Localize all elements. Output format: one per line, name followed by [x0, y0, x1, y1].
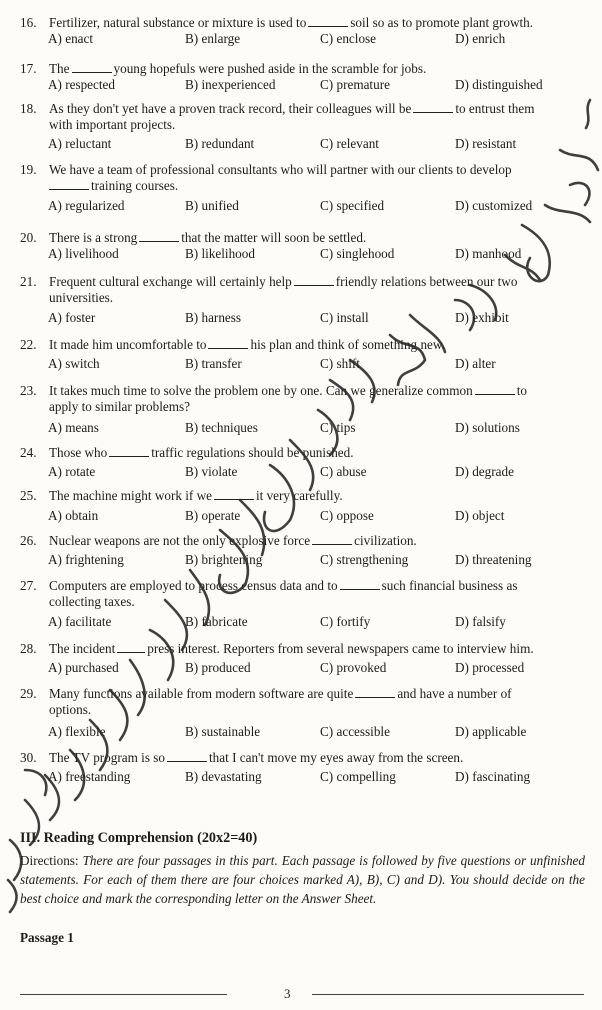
- options-row: [20, 724, 590, 741]
- question-25: [20, 488, 590, 525]
- question-number: 18.: [20, 101, 37, 116]
- question-number: 16.: [20, 15, 37, 30]
- question-stem-pre: As they don't yet have a proven track record, their colleagues will be: [49, 101, 412, 116]
- question-stem-pre: It takes much time to solve the problem one by one. Can we generalize common: [49, 383, 473, 398]
- question-29: [20, 686, 590, 741]
- question-stem-pre: The machine might work if we: [49, 488, 212, 503]
- question-21: [20, 274, 590, 327]
- question-stem-post: press interest. Reporters from several newspapers came to interview him.: [147, 641, 534, 656]
- option-d: D) solutions: [455, 420, 520, 435]
- options-row: [20, 356, 590, 373]
- option-b: B) inexperienced: [185, 77, 276, 92]
- question-stem-post: friendly relations between our two: [335, 274, 518, 289]
- answer-blank: [312, 534, 352, 545]
- options-row: [20, 420, 590, 437]
- question-stem-post: traffic regulations should be punished.: [151, 445, 354, 460]
- question-18: [20, 101, 590, 153]
- option-d: D) object: [455, 508, 505, 523]
- question-20: [20, 230, 590, 263]
- answer-blank: [355, 687, 395, 698]
- option-c: C) compelling: [320, 769, 396, 784]
- question-stem-pre: There is a strong: [49, 230, 138, 245]
- option-a: A) reluctant: [48, 136, 112, 151]
- option-b: B) enlarge: [185, 31, 241, 46]
- options-row: [20, 614, 590, 631]
- question-number: 19.: [20, 162, 37, 177]
- option-c: C) relevant: [320, 136, 379, 151]
- question-17: [20, 61, 590, 94]
- question-27: [20, 578, 590, 631]
- question-stem-continuation: with important projects.: [49, 117, 176, 132]
- question-stem-post: that the matter will soon be settled.: [181, 230, 367, 245]
- question-stem-post: his plan and think of something new.: [250, 337, 445, 352]
- options-row: [20, 552, 590, 569]
- option-a: A) livelihood: [48, 246, 119, 261]
- question-26: [20, 533, 590, 569]
- section-title: III. Reading Comprehension (20x2=40): [20, 830, 258, 846]
- question-number: 23.: [20, 383, 37, 398]
- question-number: 29.: [20, 686, 37, 701]
- section-directions: [20, 851, 585, 908]
- option-b: B) produced: [185, 660, 251, 675]
- option-a: A) rotate: [48, 464, 96, 479]
- option-a: A) regularized: [48, 198, 125, 213]
- question-stem-pre: Those who: [49, 445, 108, 460]
- option-c: C) install: [320, 310, 369, 325]
- question-stem-continuation: universities.: [49, 290, 114, 305]
- question-number: 20.: [20, 230, 37, 245]
- option-d: D) alter: [455, 356, 496, 371]
- option-b: B) devastating: [185, 769, 262, 784]
- answer-blank: [167, 751, 207, 762]
- option-b: B) redundant: [185, 136, 255, 151]
- passage-title: Passage 1: [20, 930, 74, 945]
- options-row: [20, 660, 590, 677]
- options-row: [20, 769, 590, 786]
- option-d: D) customized: [455, 198, 533, 213]
- option-a: A) respected: [48, 77, 115, 92]
- question-stem-pre: We have a team of professional consultants who will partner with our clients to develop: [49, 162, 512, 177]
- question-stem-post: young hopefuls were pushed aside in the scramble for jobs.: [113, 61, 427, 76]
- question-19: [20, 162, 590, 215]
- question-24: [20, 445, 590, 481]
- question-number: 25.: [20, 488, 37, 503]
- option-c: C) shift: [320, 356, 360, 371]
- option-b: B) violate: [185, 464, 238, 479]
- question-stem-post: soil so as to promote plant growth.: [350, 15, 534, 30]
- question-stem-post: and have a number of: [397, 686, 512, 701]
- question-stem-pre: The incident: [49, 641, 116, 656]
- question-stem-pre: Many functions available from modern software are quite: [49, 686, 354, 701]
- option-a: A) means: [48, 420, 99, 435]
- option-a: A) frightening: [48, 552, 124, 567]
- question-stem-pre: Frequent cultural exchange will certainly help: [49, 274, 292, 289]
- answer-blank: [117, 642, 145, 653]
- option-b: B) harness: [185, 310, 242, 325]
- question-number: 22.: [20, 337, 37, 352]
- question-stem-post: that I can't move my eyes away from the screen.: [209, 750, 464, 765]
- question-stem-continuation: options.: [49, 702, 92, 717]
- answer-blank: [308, 16, 348, 27]
- option-b: B) operate: [185, 508, 241, 523]
- answer-blank: [214, 489, 254, 500]
- option-d: D) threatening: [455, 552, 532, 567]
- question-number: 21.: [20, 274, 37, 289]
- option-c: C) specified: [320, 198, 385, 213]
- option-d: D) processed: [455, 660, 525, 675]
- answer-blank: [340, 579, 380, 590]
- option-a: A) obtain: [48, 508, 99, 523]
- question-stem-post: to entrust them: [455, 101, 535, 116]
- option-c: C) premature: [320, 77, 390, 92]
- option-d: D) falsify: [455, 614, 506, 629]
- page-number: 3: [284, 986, 291, 1001]
- question-stem-pre: Computers are employed to process census data and to: [49, 578, 338, 593]
- option-c: C) accessible: [320, 724, 390, 739]
- option-c: C) strengthening: [320, 552, 409, 567]
- question-stem-pre: Nuclear weapons are not the only explosive force: [49, 533, 311, 548]
- option-a: A) switch: [48, 356, 100, 371]
- option-d: D) enrich: [455, 31, 506, 46]
- option-a: A) flexible: [48, 724, 106, 739]
- options-row: [20, 464, 590, 481]
- directions-label: Directions:: [20, 853, 79, 868]
- question-number: 24.: [20, 445, 37, 460]
- answer-blank: [208, 338, 248, 349]
- option-c: C) abuse: [320, 464, 367, 479]
- option-d: D) resistant: [455, 136, 517, 151]
- option-c: C) fortify: [320, 614, 371, 629]
- option-a: A) enact: [48, 31, 94, 46]
- options-row: [20, 198, 590, 215]
- question-stem-continuation: training courses.: [91, 178, 179, 193]
- option-b: B) sustainable: [185, 724, 261, 739]
- option-c: C) provoked: [320, 660, 387, 675]
- question-number: 17.: [20, 61, 37, 76]
- question-number: 30.: [20, 750, 37, 765]
- options-row: [20, 310, 590, 327]
- footer-rule-left: [20, 994, 227, 995]
- question-stem-pre: Fertilizer, natural substance or mixture is used to: [49, 15, 307, 30]
- question-16: [20, 15, 590, 48]
- option-b: B) transfer: [185, 356, 242, 371]
- option-b: B) brightening: [185, 552, 263, 567]
- option-c: C) enclose: [320, 31, 377, 46]
- question-23: [20, 383, 590, 437]
- option-c: C) oppose: [320, 508, 374, 523]
- question-stem-post: it very carefully.: [255, 488, 343, 503]
- option-a: A) facilitate: [48, 614, 112, 629]
- option-d: D) fascinating: [455, 769, 531, 784]
- question-stem-post: civilization.: [354, 533, 417, 548]
- question-stem-post: such financial business as: [381, 578, 518, 593]
- answer-blank: [109, 446, 149, 457]
- question-stem-pre: The TV program is so: [49, 750, 165, 765]
- question-stem-pre: It made him uncomfortable to: [49, 337, 207, 352]
- option-d: D) distinguished: [455, 77, 543, 92]
- option-a: A) purchased: [48, 660, 119, 675]
- option-c: C) singlehood: [320, 246, 395, 261]
- question-number: 28.: [20, 641, 37, 656]
- answer-blank: [49, 179, 89, 190]
- option-c: C) tips: [320, 420, 356, 435]
- answer-blank: [475, 384, 515, 395]
- question-number: 27.: [20, 578, 37, 593]
- question-stem-post: to: [516, 383, 527, 398]
- option-d: D) manhood: [455, 246, 522, 261]
- option-a: A) freestanding: [48, 769, 131, 784]
- question-stem-continuation: apply to similar problems?: [49, 399, 191, 414]
- answer-blank: [413, 102, 453, 113]
- options-row: [20, 31, 590, 48]
- options-row: [20, 508, 590, 525]
- options-row: [20, 246, 590, 263]
- footer-rule-right: [312, 994, 584, 995]
- question-stem-pre: The: [49, 61, 70, 76]
- options-row: [20, 136, 590, 153]
- option-b: B) likelihood: [185, 246, 255, 261]
- question-28: [20, 641, 590, 677]
- options-row: [20, 77, 590, 94]
- option-b: B) fabricate: [185, 614, 248, 629]
- question-22: [20, 337, 590, 373]
- answer-blank: [72, 62, 112, 73]
- option-d: D) applicable: [455, 724, 527, 739]
- option-b: B) unified: [185, 198, 239, 213]
- option-d: D) degrade: [455, 464, 514, 479]
- option-d: D) exhibit: [455, 310, 509, 325]
- option-b: B) techniques: [185, 420, 258, 435]
- directions-text: There are four passages in this part. Each passage is followed by five questions or unfinished statements. For each of them there are four choices marked A), B), C) and D). You should decide on the best choice and mark the corresponding letter on the Answer Sheet.: [20, 853, 585, 906]
- answer-blank: [139, 231, 179, 242]
- option-a: A) foster: [48, 310, 96, 325]
- answer-blank: [294, 275, 334, 286]
- question-stem-continuation: collecting taxes.: [49, 594, 135, 609]
- question-30: [20, 750, 590, 786]
- question-number: 26.: [20, 533, 37, 548]
